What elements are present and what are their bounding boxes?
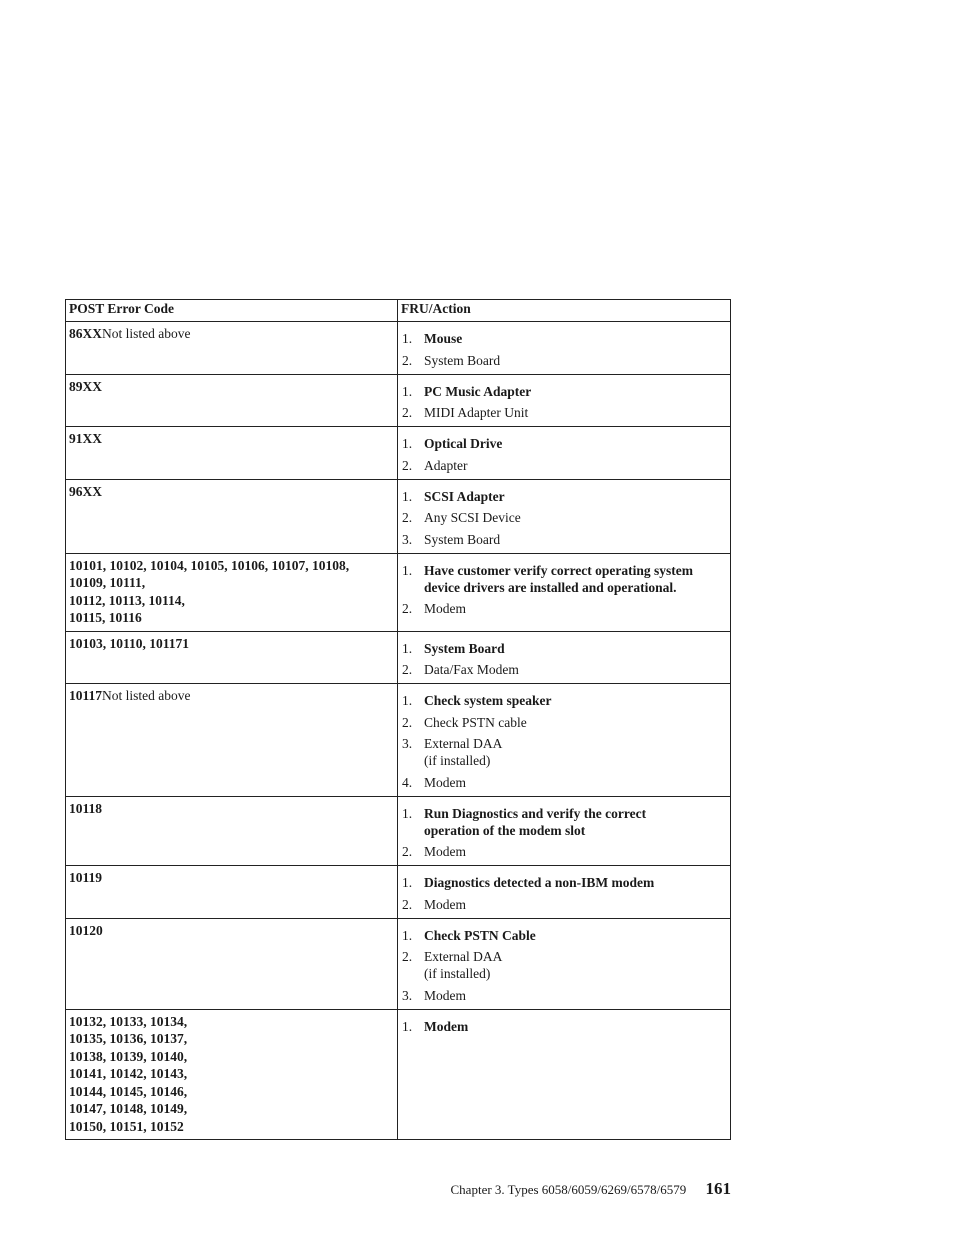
fru-action-cell <box>398 1009 731 1140</box>
error-code-cell <box>66 374 398 427</box>
action-list <box>401 383 727 422</box>
action-list <box>401 805 727 861</box>
action-number: 1. <box>402 875 413 890</box>
action-text <box>424 661 727 678</box>
page-footer <box>451 1179 731 1199</box>
action-list <box>401 488 727 548</box>
action-item <box>401 927 727 944</box>
error-code-line <box>69 378 394 396</box>
fru-action-cell <box>398 374 731 427</box>
action-text-line: System Board <box>424 531 501 547</box>
table-row <box>66 1009 731 1140</box>
action-number: 4. <box>402 774 413 790</box>
error-code-line <box>69 592 394 610</box>
action-item <box>401 352 727 369</box>
table-body <box>66 322 731 1140</box>
action-text-line: operation of the modem slot <box>424 822 586 838</box>
error-code: 89XX <box>69 378 102 394</box>
action-number: 1. <box>402 927 413 943</box>
error-code-line <box>69 687 394 705</box>
table-row <box>66 684 731 797</box>
action-number: 2. <box>402 510 413 525</box>
error-code: 10147, 10148, 10149, <box>69 1101 188 1116</box>
action-item <box>401 661 727 678</box>
error-code-cell <box>66 1009 398 1140</box>
action-number: 2. <box>402 662 413 677</box>
error-code: 10150, 10151, 10152 <box>69 1118 184 1134</box>
action-text <box>424 874 727 891</box>
error-code: 10138, 10139, 10140, <box>69 1048 188 1064</box>
action-text <box>424 531 727 548</box>
action-text <box>424 1018 727 1035</box>
action-item <box>401 896 727 913</box>
action-number: 2. <box>402 601 413 616</box>
error-code-line <box>69 1065 394 1083</box>
error-code-cell <box>66 796 398 866</box>
error-code-line <box>69 1048 394 1066</box>
action-item <box>401 404 727 421</box>
action-item <box>401 509 727 526</box>
error-code: 10112, 10113, 10114, <box>69 592 185 608</box>
action-list <box>401 330 727 369</box>
error-code: 10119 <box>69 870 103 885</box>
table-row <box>66 479 731 553</box>
table-row <box>66 918 731 1009</box>
error-code-line <box>69 483 394 501</box>
fru-action-cell <box>398 684 731 797</box>
action-item <box>401 330 727 347</box>
action-number: 1. <box>402 436 413 451</box>
action-item <box>401 383 727 400</box>
error-code-line <box>69 800 394 818</box>
action-item <box>401 987 727 1004</box>
action-item <box>401 948 727 982</box>
error-code: 10109, 10111, <box>69 575 146 590</box>
action-text-line: Have customer verify correct operating system <box>424 562 694 578</box>
action-text <box>424 457 727 474</box>
action-text-line: Data/Fax Modem <box>424 662 519 677</box>
action-number: 1. <box>402 383 413 399</box>
action-text-line: Adapter <box>424 457 468 473</box>
action-text-line: MIDI Adapter Unit <box>424 405 529 420</box>
action-text-line: SCSI Adapter <box>424 488 505 504</box>
action-text <box>424 330 727 347</box>
action-text-line: Modem <box>424 844 466 859</box>
action-item <box>401 843 727 860</box>
error-code-cell <box>66 479 398 553</box>
error-code-line <box>69 1083 394 1101</box>
action-item <box>401 805 727 839</box>
action-number: 1. <box>402 640 413 656</box>
action-text-line: Any SCSI Device <box>424 510 521 525</box>
action-list <box>401 692 727 791</box>
fru-action-cell <box>398 918 731 1009</box>
action-text <box>424 692 727 709</box>
action-number: 2. <box>402 457 413 473</box>
action-text <box>424 805 727 839</box>
error-code: 96XX <box>69 483 102 499</box>
error-code: 10132, 10133, 10134, <box>69 1013 188 1029</box>
error-code-line <box>69 635 394 653</box>
error-code-line <box>69 325 394 343</box>
action-text-line: Modem <box>424 774 466 790</box>
action-text <box>424 774 727 791</box>
header-fru-action: FRU/Action <box>398 300 731 322</box>
action-text-line: (if installed) <box>424 753 491 768</box>
action-text <box>424 488 727 505</box>
error-code: 10117 <box>69 688 103 703</box>
action-item <box>401 874 727 891</box>
action-text <box>424 843 727 860</box>
page-number: 161 <box>705 1179 731 1198</box>
action-number: 2. <box>402 896 413 912</box>
action-text-line: System Board <box>424 352 501 368</box>
action-text-line: External DAA <box>424 736 503 751</box>
action-text <box>424 435 727 452</box>
error-code: 91XX <box>69 431 102 446</box>
action-text-line: Optical Drive <box>424 436 503 451</box>
action-item <box>401 531 727 548</box>
error-code-cell <box>66 866 398 919</box>
action-item <box>401 562 727 596</box>
error-code: 10103, 10110, 101171 <box>69 635 190 651</box>
action-list <box>401 1018 727 1035</box>
error-code-cell <box>66 631 398 684</box>
action-item <box>401 435 727 452</box>
action-number: 3. <box>402 736 413 751</box>
action-text <box>424 600 727 617</box>
action-text-line: PC Music Adapter <box>424 383 532 399</box>
action-text-line: External DAA <box>424 949 503 964</box>
action-number: 2. <box>402 405 413 420</box>
action-item <box>401 774 727 791</box>
error-code-cell <box>66 684 398 797</box>
action-text-line: System Board <box>424 640 505 656</box>
post-error-table <box>65 299 731 1140</box>
error-code-cell <box>66 553 398 631</box>
action-list <box>401 435 727 474</box>
error-code: 10135, 10136, 10137, <box>69 1031 188 1046</box>
header-post-error-code: POST Error Code <box>66 300 398 322</box>
fru-action-cell <box>398 631 731 684</box>
action-number: 1. <box>402 331 413 346</box>
action-item <box>401 640 727 657</box>
action-text <box>424 927 727 944</box>
error-code-line <box>69 574 394 592</box>
action-number: 1. <box>402 562 413 578</box>
action-text <box>424 404 727 421</box>
action-text-line: Mouse <box>424 331 463 346</box>
action-number: 1. <box>402 693 413 708</box>
table-row <box>66 553 731 631</box>
error-code-line <box>69 869 394 887</box>
action-text <box>424 640 727 657</box>
fru-action-cell <box>398 322 731 375</box>
fru-action-cell <box>398 796 731 866</box>
error-code-line <box>69 1013 394 1031</box>
fru-action-cell <box>398 479 731 553</box>
action-text <box>424 948 727 982</box>
fru-action-cell <box>398 553 731 631</box>
action-number: 2. <box>402 844 413 859</box>
error-code: 10115, 10116 <box>69 610 142 625</box>
error-code: 10118 <box>69 800 103 816</box>
action-number: 1. <box>402 488 413 504</box>
action-number: 2. <box>402 949 413 964</box>
action-text-line: device drivers are installed and operational. <box>424 579 677 595</box>
action-item <box>401 488 727 505</box>
action-text <box>424 987 727 1004</box>
error-code-note: Not listed above <box>102 326 191 341</box>
error-code-line <box>69 1118 394 1136</box>
action-number: 2. <box>402 352 413 368</box>
action-text-line: (if installed) <box>424 966 491 981</box>
action-item <box>401 735 727 769</box>
action-text <box>424 896 727 913</box>
action-text <box>424 714 727 731</box>
error-code: 10141, 10142, 10143, <box>69 1066 188 1081</box>
action-text <box>424 352 727 369</box>
error-code-cell <box>66 322 398 375</box>
action-text-line: Modem <box>424 601 466 616</box>
action-item <box>401 714 727 731</box>
error-code-line <box>69 922 394 940</box>
error-code-line <box>69 557 394 575</box>
table-row <box>66 631 731 684</box>
error-code: 10101, 10102, 10104, 10105, 10106, 10107, 10108, <box>69 557 350 573</box>
table-row <box>66 796 731 866</box>
action-text <box>424 562 727 596</box>
action-text <box>424 383 727 400</box>
table-row <box>66 322 731 375</box>
error-code-note: Not listed above <box>102 688 191 703</box>
action-text-line: Modem <box>424 1018 469 1034</box>
table-header-row <box>66 300 731 322</box>
error-code: 10120 <box>69 922 103 938</box>
action-number: 3. <box>402 987 413 1003</box>
action-list <box>401 562 727 618</box>
error-code: 86XX <box>69 326 102 341</box>
error-code-line <box>69 430 394 448</box>
table-row <box>66 427 731 480</box>
action-text-line: Check PSTN cable <box>424 714 527 730</box>
action-text <box>424 509 727 526</box>
action-item <box>401 600 727 617</box>
action-text-line: Modem <box>424 987 466 1003</box>
action-text-line: Diagnostics detected a non-IBM modem <box>424 875 655 890</box>
action-list <box>401 927 727 1004</box>
error-code-cell <box>66 918 398 1009</box>
action-item <box>401 457 727 474</box>
action-number: 1. <box>402 1018 413 1034</box>
action-item <box>401 692 727 709</box>
error-code-line <box>69 609 394 627</box>
action-text-line: Check PSTN Cable <box>424 927 536 943</box>
action-text-line: Modem <box>424 896 466 912</box>
chapter-title: Chapter 3. Types 6058/6059/6269/6578/6579 <box>450 1182 687 1197</box>
error-code-line <box>69 1100 394 1118</box>
table-row <box>66 866 731 919</box>
action-text-line: Run Diagnostics and verify the correct <box>424 805 647 821</box>
action-number: 2. <box>402 714 413 730</box>
action-list <box>401 640 727 679</box>
action-item <box>401 1018 727 1035</box>
action-text-line: Check system speaker <box>424 693 552 708</box>
error-code-cell <box>66 427 398 480</box>
error-code-line <box>69 1030 394 1048</box>
error-code: 10144, 10145, 10146, <box>69 1083 188 1099</box>
action-list <box>401 874 727 913</box>
table-row <box>66 374 731 427</box>
fru-action-cell <box>398 427 731 480</box>
action-number: 3. <box>402 531 413 547</box>
fru-action-cell <box>398 866 731 919</box>
action-text <box>424 735 727 769</box>
action-number: 1. <box>402 805 413 821</box>
